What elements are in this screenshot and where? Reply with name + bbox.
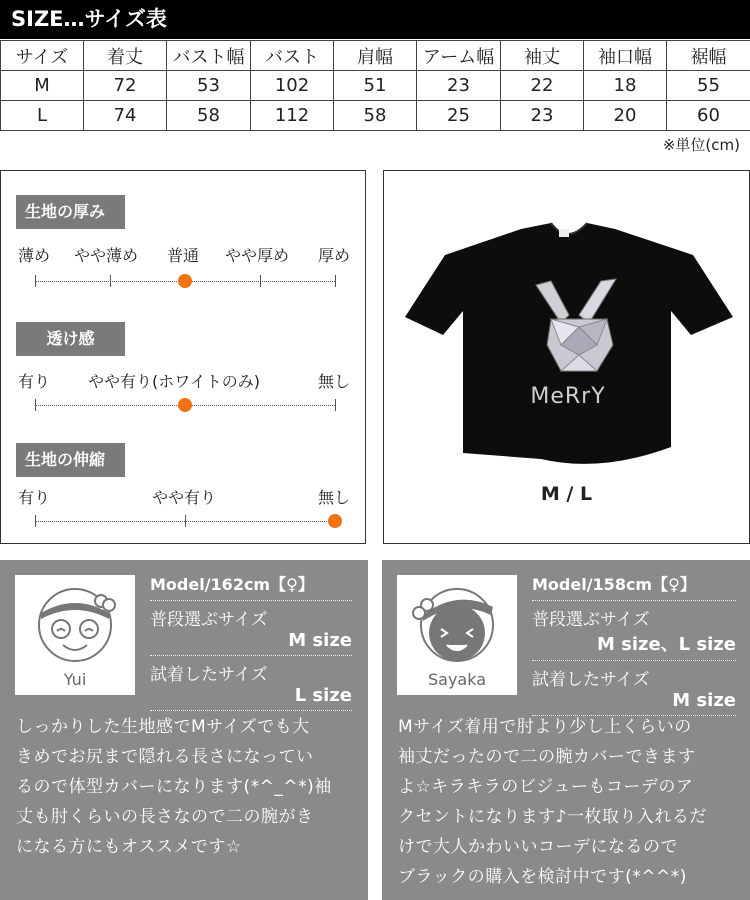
column-header: 裾幅 (667, 41, 750, 71)
column-header: 袖丈 (501, 41, 584, 71)
usual-size-label: 普段選ぶサイズ (150, 610, 268, 630)
model-panel-yui (0, 560, 368, 900)
tried-size-value: L size (294, 685, 352, 706)
stretch-title: 生地の伸縮 (16, 443, 125, 477)
table-cell: 112 (251, 101, 334, 131)
usual-size-value: M size (288, 630, 352, 651)
scale-label: 薄め (18, 246, 51, 265)
table-cell: 58 (334, 101, 417, 131)
model-title: Model/158cm【♀】 (532, 575, 696, 594)
scale-tick (335, 275, 336, 287)
table-cell: 25 (417, 101, 501, 131)
scale-label: 普通 (167, 246, 200, 265)
table-cell: 23 (417, 71, 501, 101)
thickness-marker (178, 274, 192, 288)
avatar (397, 575, 517, 695)
tried-size-value: M size (672, 690, 736, 711)
scale-tick (335, 399, 336, 411)
tried-size-label: 試着したサイズ (532, 670, 650, 690)
size-chart-header: SIZE…サイズ表 (0, 0, 750, 39)
table-cell: 22 (501, 71, 584, 101)
fabric-panel (0, 170, 366, 544)
table-cell: 23 (501, 101, 584, 131)
unit-note: ※単位(cm) (662, 136, 740, 154)
scale-tick (35, 515, 36, 527)
model-title: Model/162cm【♀】 (150, 575, 314, 594)
table-cell: 102 (251, 71, 334, 101)
tried-size-label: 試着したサイズ (150, 665, 268, 685)
scale-tick (260, 275, 261, 287)
column-header: バスト幅 (167, 41, 251, 71)
product-panel (383, 170, 750, 544)
print-text: MeRrY (530, 384, 606, 409)
scale-label: 有り (18, 372, 51, 391)
scale-label: 無し (318, 488, 351, 507)
table-cell: 60 (667, 101, 750, 131)
avatar (15, 575, 135, 695)
stretch-marker (328, 514, 342, 528)
avatar-name: Yui (63, 670, 87, 689)
scale-label: やや有り (152, 488, 217, 507)
table-row (1, 71, 750, 101)
scale-label: やや有り(ホワイトのみ) (88, 372, 261, 391)
table-cell: 74 (84, 101, 167, 131)
table-cell: M (1, 71, 84, 101)
table-cell: 20 (584, 101, 667, 131)
scale-tick (35, 275, 36, 287)
model-panel-sayaka (382, 560, 750, 900)
avatar-name: Sayaka (427, 670, 487, 689)
scale-label: やや厚め (225, 246, 290, 265)
model-info (150, 572, 352, 711)
scale-label: 無し (318, 372, 351, 391)
scale-label: やや薄め (74, 246, 139, 265)
column-header: アーム幅 (417, 41, 501, 71)
thickness-title: 生地の厚み (16, 195, 125, 229)
usual-size-value: M size、L size (596, 634, 736, 655)
scale-tick (110, 275, 111, 287)
scale-tick (185, 515, 186, 527)
table-cell: 72 (84, 71, 167, 101)
table-row (1, 101, 750, 131)
column-header: 肩幅 (334, 41, 417, 71)
table-cell: 53 (167, 71, 251, 101)
model-info (532, 572, 736, 716)
sheer-title: 透け感 (16, 322, 125, 356)
table-cell: 51 (334, 71, 417, 101)
table-cell: 58 (167, 101, 251, 131)
scale-tick (35, 399, 36, 411)
scale-label: 有り (18, 488, 51, 507)
usual-size-label: 普段選ぶサイズ (532, 610, 650, 630)
column-header: サイズ (1, 41, 84, 71)
tshirt-image (401, 215, 735, 473)
size-caption: M / L (540, 483, 593, 505)
column-header: バスト (251, 41, 334, 71)
size-table (0, 40, 750, 131)
scale-label: 厚め (318, 246, 351, 265)
table-header-row (1, 41, 750, 71)
sheer-marker (178, 398, 192, 412)
model-comment: しっかりした生地感でMサイズでも大 きめでお尻まで隠れる長さになってい るので体型カバーになります(*^_^*)袖 丈も肘くらいの長さなので二の腕がき になる方にもオススメです☆ (16, 717, 332, 857)
column-header: 着丈 (84, 41, 167, 71)
column-header: 袖口幅 (584, 41, 667, 71)
table-cell: L (1, 101, 84, 131)
table-cell: 55 (667, 71, 750, 101)
table-cell: 18 (584, 71, 667, 101)
model-comment: Mサイズ着用で肘より少し上くらいの 袖丈だったので二の腕カバーできます よ☆キラキラのビジューもコーデのア クセントになります♪一枚取り入れるだ けで大人かわいいコーデになるので ブラックの購入を検討中です(*^^*) (398, 717, 707, 887)
